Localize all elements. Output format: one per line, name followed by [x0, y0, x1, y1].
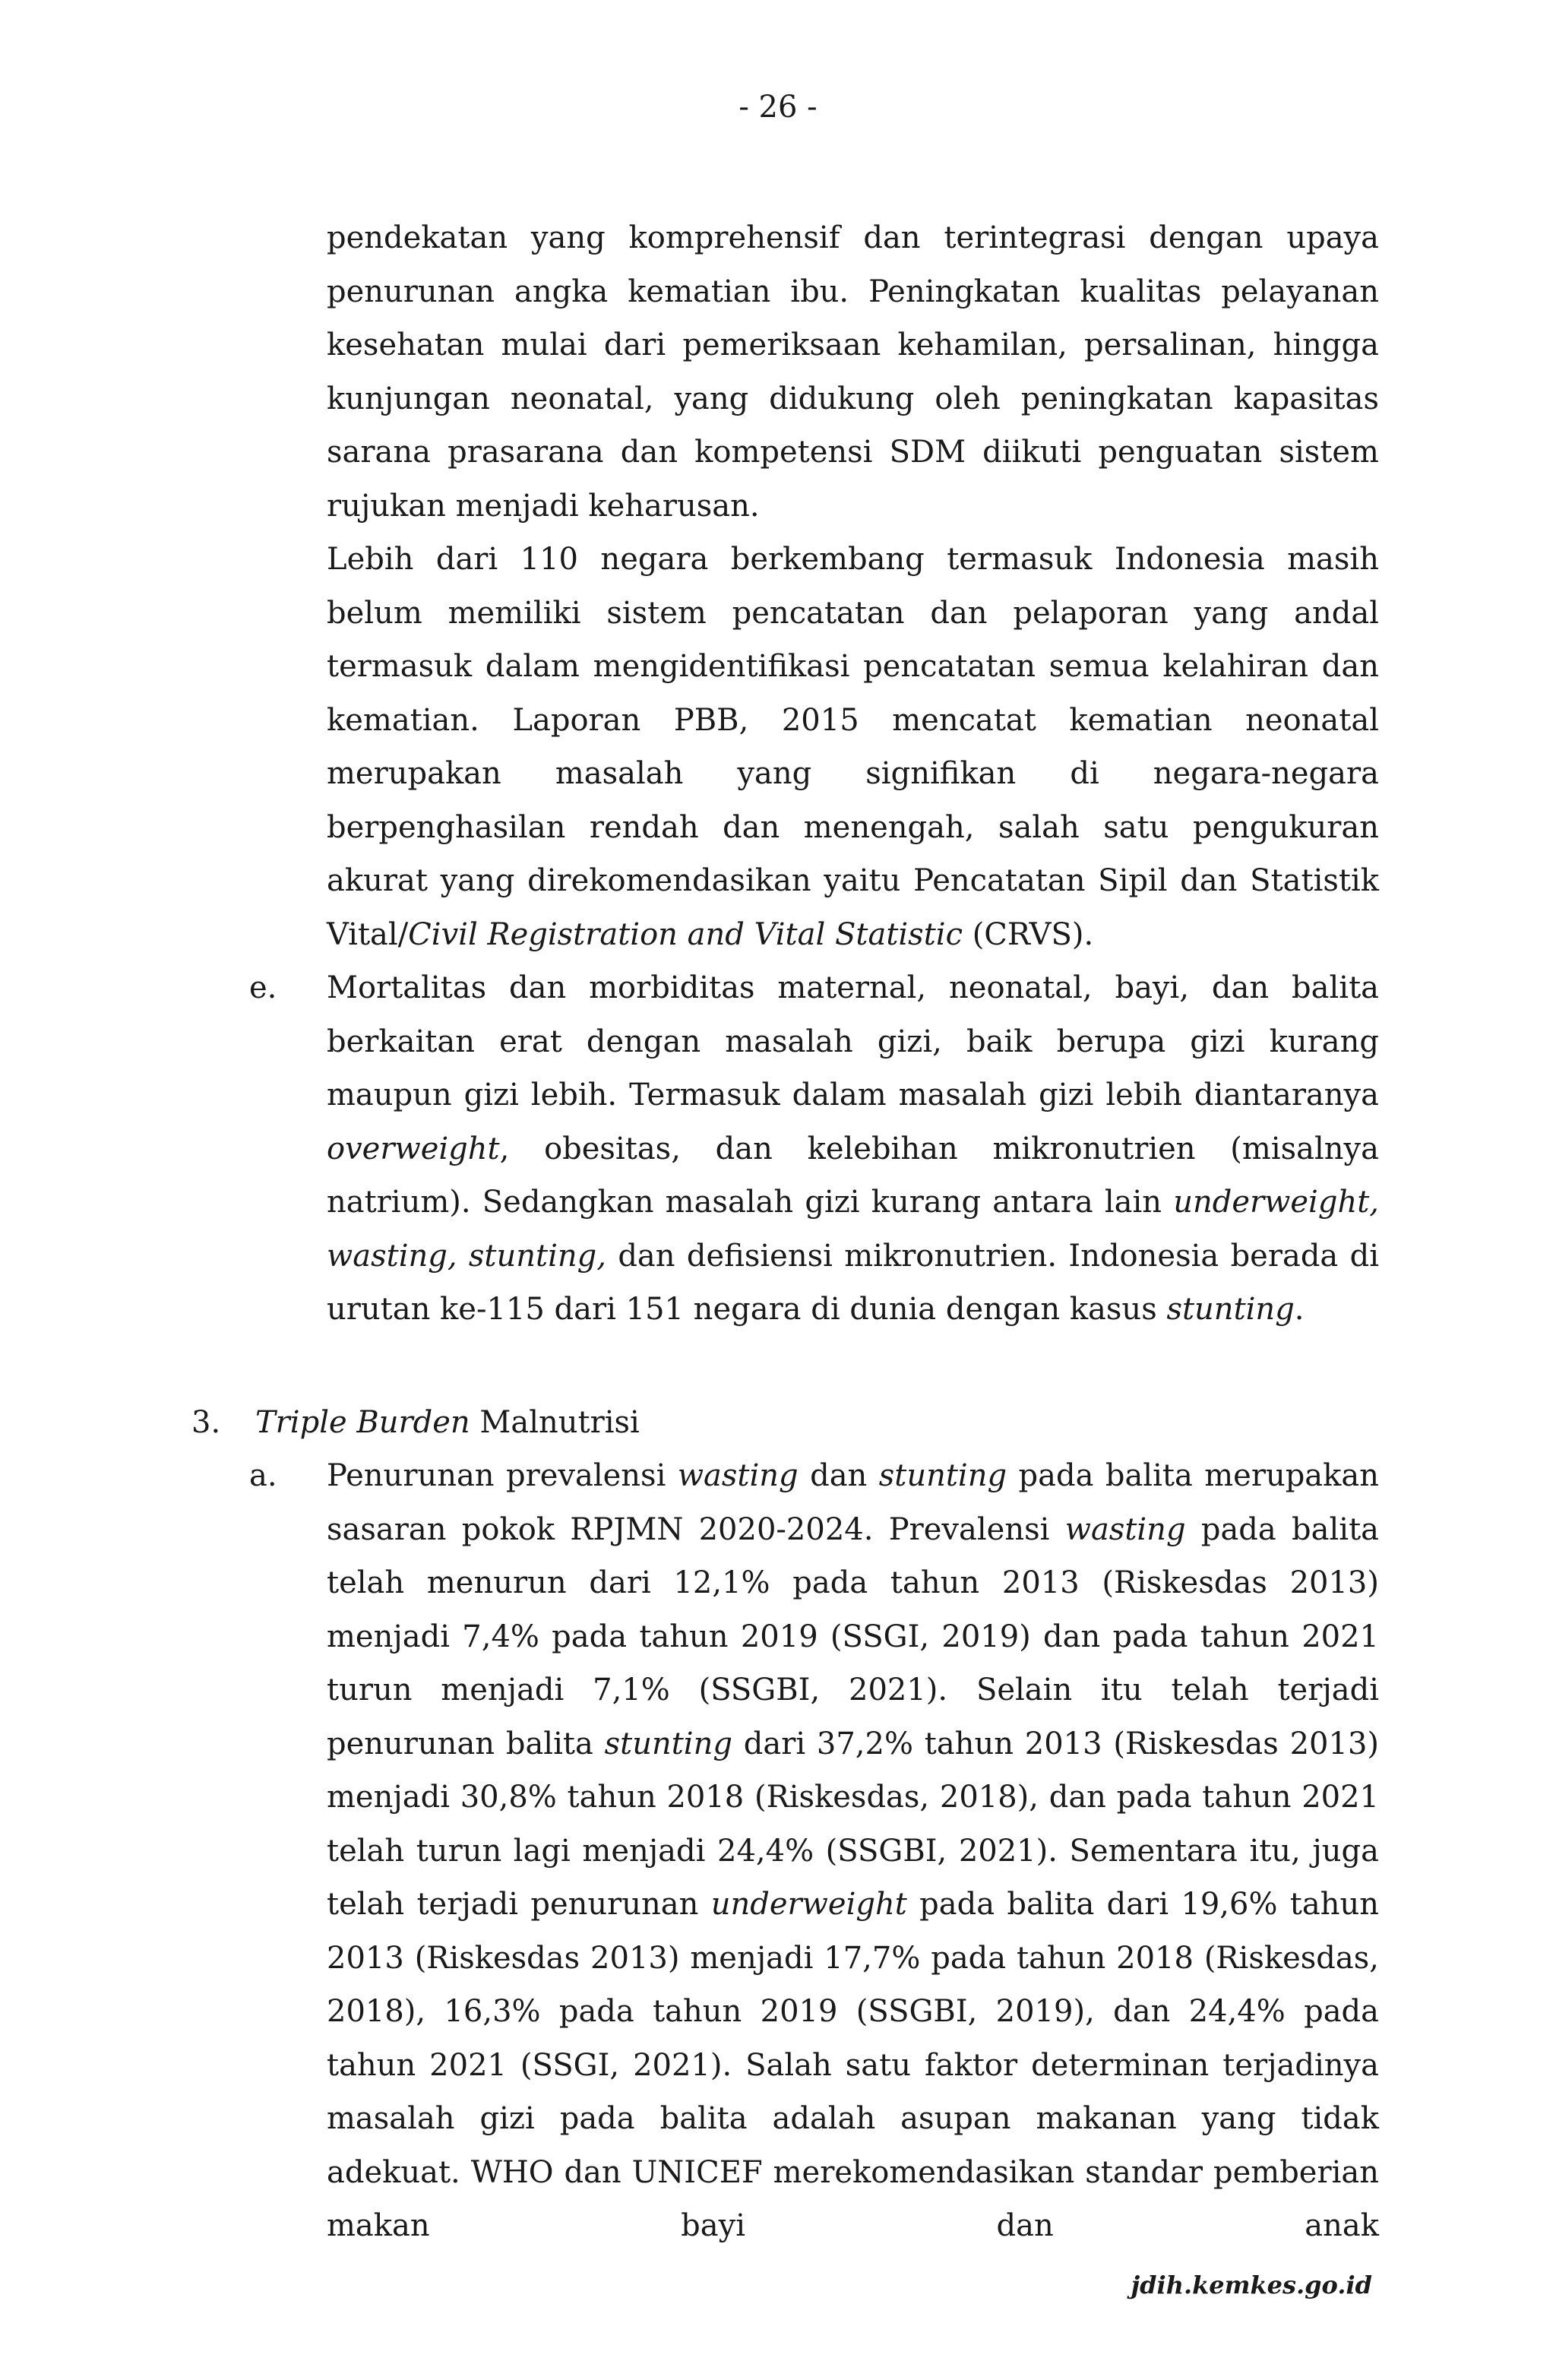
item-e-text-2: , obesitas, dan kelebihan mikronutrien (misalnya natrium). Sedangkan masalah gizi kurang antara lain [327, 1131, 1379, 1220]
section-title-italic: Triple Burden [255, 1404, 470, 1440]
crvs-text-after: (CRVS). [962, 916, 1094, 952]
paragraph-nutrition-problems [327, 961, 1379, 1337]
list-marker-a: a. [249, 1458, 277, 1493]
item-e-italic-1: overweight [327, 1131, 500, 1166]
item-a-text-3: pada balita merupakan sasaran pokok RPJMN 2020-2024. Prevalensi [327, 1458, 1380, 1547]
list-item-a [249, 1449, 1380, 2253]
crvs-italic-term: Civil Registration and Vital Statistic [408, 916, 963, 952]
item-a-italic-5: underweight [710, 1887, 907, 1922]
list-item-e [249, 961, 1380, 1337]
item-a-italic-2: stunting [878, 1458, 1007, 1493]
item-e-text-3: dan defisiensi mikronutrien. Indonesia berada di urutan ke-115 dari 151 negara di dunia dengan kasus [327, 1238, 1380, 1327]
item-a-italic-4: stunting [604, 1726, 732, 1761]
section-title [255, 1396, 1379, 1450]
item-e-text-4: . [1294, 1292, 1305, 1327]
item-e-italic-2: underweight, wasting, stunting, [327, 1185, 1379, 1274]
item-a-text-4: pada balita telah menurun dari 12,1% pada tahun 2013 (Riskesdas 2013) menjadi 7,4% pada tahun 2019 (SSGI, 2019) dan pada tahun 2021 turun menjadi 7,1% (SSGBI, 2021). Selain itu telah terjadi penurunan balita [327, 1511, 1379, 1761]
page-number: - 26 - [738, 90, 818, 125]
section-3-heading [191, 1396, 1379, 1450]
paragraph-maternal-services: pendekatan yang komprehensif dan terintegrasi dengan upaya penurunan angka kematian ibu. Peningkatan kualitas pelayanan kesehatan mulai dari pemeriksaan kehamilan, persalinan, hingga kunjungan neonatal, yang didukung oleh peningkatan kapasitas sarana prasarana dan kompetensi SDM diikuti penguatan sistem rujukan menjadi keharusan. [327, 220, 1379, 524]
item-a-text-1: Penurunan prevalensi [327, 1458, 678, 1493]
section-gap [327, 1337, 1379, 1396]
crvs-text-before: Lebih dari 110 negara berkembang termasuk Indonesia masih belum memiliki sistem pencatatan dan pelaporan yang andal termasuk dalam mengidentifikasi pencatatan semua kelahiran dan kematian. Laporan PBB, 2015 mencatat kematian neonatal merupakan masalah yang signifikan di negara-negara berpenghasilan rendah dan menengah, salah satu pengukuran akurat yang direkomendasikan yaitu Pencatatan Sipil dan Statistik Vital/ [327, 542, 1379, 952]
item-e-italic-3: stunting [1166, 1292, 1295, 1327]
paragraph-crvs [327, 533, 1379, 961]
item-a-text-5: dari 37,2% tahun 2013 (Riskesdas 2013) menjadi 30,8% tahun 2018 (Riskesdas, 2018), dan pada tahun 2021 telah turun lagi menjadi 24,4% (SSGBI, 2021). Sementara itu, juga telah terjadi penurunan [327, 1726, 1379, 1922]
item-a-italic-3: wasting [1064, 1511, 1186, 1547]
item-a-text-6: pada balita dari 19,6% tahun 2013 (Riskesdas 2013) menjadi 17,7% pada tahun 2018 (Riskesdas, 2018), 16,3% pada tahun 2019 (SSGBI, 2019), dan 24,4% pada tahun 2021 (SSGI, 2021). Salah satu faktor determinan terjadinya masalah gizi pada balita adalah asupan makanan yang tidak adekuat. WHO dan UNICEF merekomendasikan standar pemberian makan bayi dan anak [327, 1887, 1379, 2243]
page-body [191, 211, 1380, 2253]
section-title-rest: Malnutrisi [470, 1404, 640, 1440]
paragraph-wasting-stunting [327, 1449, 1379, 2253]
item-a-italic-1: wasting [677, 1458, 799, 1493]
item-e-text-1: Mortalitas dan morbiditas maternal, neonatal, bayi, dan balita berkaitan erat dengan masalah gizi, baik berupa gizi kurang maupun gizi lebih. Termasuk dalam masalah gizi lebih diantaranya [327, 970, 1379, 1112]
section-number: 3. [191, 1404, 221, 1440]
list-marker-e: e. [249, 970, 277, 1005]
item-a-text-2: dan [798, 1458, 879, 1493]
footer-source-link: jdih.kemkes.go.id [1131, 2271, 1372, 2299]
